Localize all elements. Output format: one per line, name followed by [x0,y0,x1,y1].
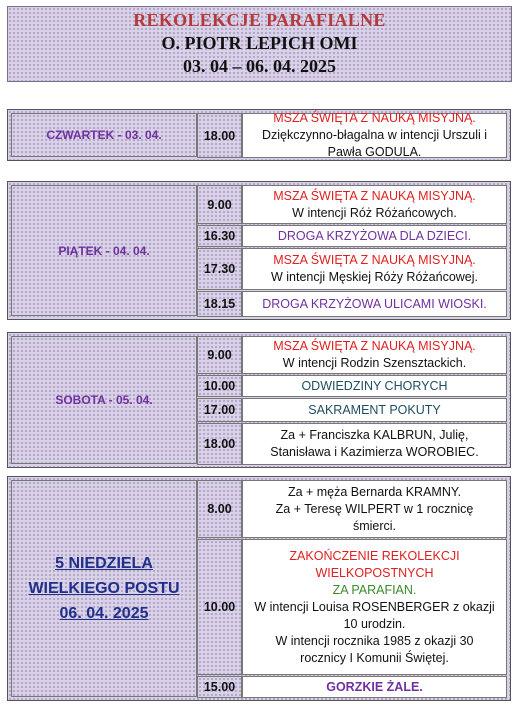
event-intention: Za + męża Bernarda KRAMNY. [287,484,462,499]
event-title: WIELKOPOSTNYCH [315,565,434,580]
event-description [242,480,507,538]
event-description [242,225,507,247]
event-description [242,423,507,465]
schedule-row [197,398,507,422]
event-title: DROGA KRZYŻOWA DLA DZIECI. [277,228,472,243]
day-label: SOBOTA - 05. 04. [11,336,197,464]
schedule-row [197,291,507,317]
event-title: GORZKIE ŻALE. [326,679,423,694]
time-cell: 17.30 [197,248,242,290]
event-intention: W intencji Rodzin Szensztackich. [282,356,467,370]
event-intention: śmierci. [352,518,397,533]
time-cell: 9.00 [197,185,242,224]
event-intention: W intencji Louisa ROSENBERGER z okazji [254,599,495,614]
event-title: ODWIEDZINY CHORYCH [301,378,448,393]
event-title: SAKRAMENT POKUTY [308,402,441,417]
event-description [242,336,507,374]
time-cell: 16.30 [197,225,242,247]
time-cell: 10.00 [197,375,242,397]
schedule-row [197,248,507,290]
event-intention: W intencji Róż Różańcowych. [292,205,457,220]
day-label: CZWARTEK - 03. 04. [11,113,197,157]
day-label: PIĄTEK - 04. 04. [11,185,197,316]
schedule-row [197,375,507,397]
event-intention: Za + Franciszka KALBRUN, Julię, [280,428,469,442]
time-cell: 18.00 [197,423,242,465]
date-range: 03. 04 – 06. 04. 2025 [183,56,336,76]
event-title: DROGA KRZYŻOWA ULICAMI WIOSKI. [262,296,487,311]
schedule-row [197,539,507,675]
time-cell: 18.00 [197,113,242,158]
header-banner [7,6,512,82]
event-description [242,676,507,698]
time-cell: 10.00 [197,539,242,675]
day-label [11,480,197,697]
event-description [242,291,507,317]
event-title: MSZA ŚWIĘTA Z NAUKĄ MISYJNĄ. [273,188,476,203]
event-intention: W intencji rocznika 1985 z okazji 30 [275,633,474,648]
event-title: MSZA ŚWIĘTA Z NAUKĄ MISYJNĄ. [273,339,476,353]
schedule-row [197,225,507,247]
event-intention: Za + Teresę WILPERT w 1 rocznicę [275,501,474,516]
schedule-row [197,113,507,158]
sunday-label-line: 06. 04. 2025 [59,605,149,622]
event-description [242,113,507,158]
event-intention: Stanisława i Kazimierza WOROBIEC. [270,445,479,459]
schedule-row [197,185,507,224]
time-cell: 8.00 [197,480,242,538]
event-description [242,398,507,422]
event-intention: 10 urodzin. [343,616,406,631]
event-title: MSZA ŚWIĘTA Z NAUKĄ MISYJNĄ. [273,111,476,125]
preacher-name: O. PIOTR LEPICH OMI [161,33,358,53]
event-intention: rocznicy I Komunii Świętej. [300,650,449,665]
schedule-row [197,423,507,465]
schedule-row [197,480,507,538]
event-intention: Dziękczynno-błagalna w intencji Urszuli i Pawła GODULA. [261,128,488,159]
event-description [242,248,507,290]
event-title: MSZA ŚWIĘTA Z NAUKĄ MISYJNĄ. [273,253,476,267]
day-block-friday [7,181,511,320]
event-description [242,375,507,397]
day-block-thursday [7,109,511,161]
day-block-sunday [7,476,511,701]
time-cell: 17.00 [197,398,242,422]
event-description [242,185,507,224]
event-subtitle: ZA PARAFIAN. [332,582,417,597]
sunday-label-line: WIELKIEGO POSTU [28,580,180,597]
time-cell: 18.15 [197,291,242,317]
time-cell: 15.00 [197,676,242,698]
page-title: REKOLEKCJE PARAFIALNE [133,10,386,30]
schedule-row [197,336,507,374]
event-title: ZAKOŃCZENIE REKOLEKCJI [289,548,460,563]
event-intention: W intencji Męskiej Róży Różańcowej. [270,270,478,284]
event-description [242,539,507,675]
sunday-label-line: 5 NIEDZIELA [55,555,153,572]
schedule-row [197,676,507,698]
time-cell: 9.00 [197,336,242,374]
day-block-saturday [7,332,511,468]
